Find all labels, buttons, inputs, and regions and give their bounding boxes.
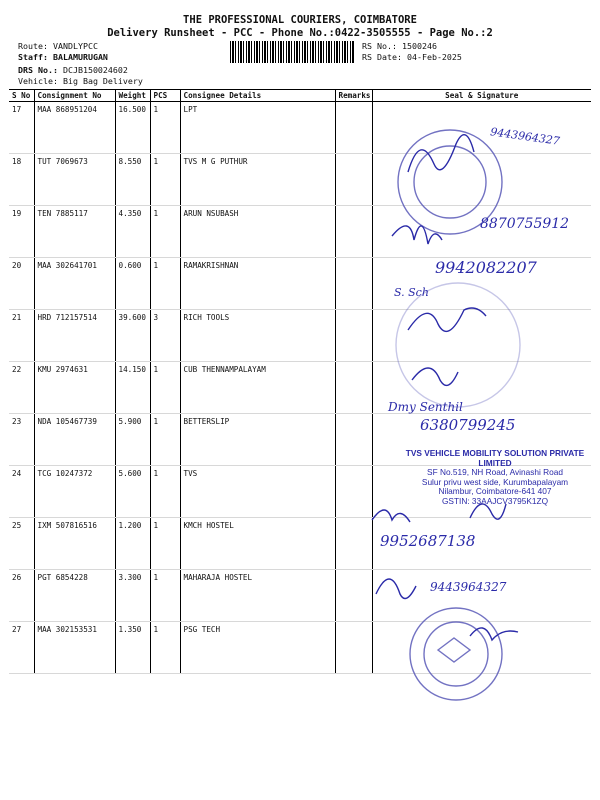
cell-weight: 5.600 <box>115 466 150 518</box>
cell-consignee: PSG TECH <box>180 622 335 674</box>
table-row <box>9 310 591 362</box>
cell-consignee: RICH TOOLS <box>180 310 335 362</box>
cell-remarks <box>335 622 372 674</box>
rs-no-value: 1500246 <box>401 41 437 51</box>
cell-remarks <box>335 310 372 362</box>
table-row <box>9 362 591 414</box>
rs-no-line <box>362 41 437 52</box>
runsheet-title: THE PROFESSIONAL COURIERS, COIMBATORE <box>183 14 417 26</box>
col-header-seal: Seal & Signature <box>372 90 591 102</box>
cell-weight: 4.350 <box>115 206 150 258</box>
cell-weight: 1.350 <box>115 622 150 674</box>
cell-pcs: 1 <box>150 466 180 518</box>
cell-consignment: TEN 7885117 <box>34 206 115 258</box>
col-header-remarks: Remarks <box>335 90 372 102</box>
cell-remarks <box>335 154 372 206</box>
staff-value: BALAMURUGAN <box>52 52 108 62</box>
route-label: Route: <box>18 41 48 51</box>
staff-label: Staff: <box>18 52 48 62</box>
cell-sno: 21 <box>9 310 34 362</box>
cell-consignment: MAA 302641701 <box>34 258 115 310</box>
cell-seal <box>372 310 591 362</box>
cell-remarks <box>335 414 372 466</box>
stamp-line1: TVS VEHICLE MOBILITY SOLUTION PRIVATE LIMITED <box>405 448 585 468</box>
cell-seal <box>372 622 591 674</box>
runsheet-subtitle: Delivery Runsheet - PCC - Phone No.:0422-3505555 - Page No.:2 <box>107 27 493 39</box>
cell-consignee: CUB THENNAMPALAYAM <box>180 362 335 414</box>
cell-consignee: BETTERSLIP <box>180 414 335 466</box>
vehicle-line <box>18 76 143 87</box>
col-header-weight: Weight <box>115 90 150 102</box>
cell-weight: 39.600 <box>115 310 150 362</box>
cell-consignment: TCG 10247372 <box>34 466 115 518</box>
cell-sno: 24 <box>9 466 34 518</box>
handwritten-phone6: 9443964327 <box>430 580 507 594</box>
rs-date-line <box>362 52 462 63</box>
cell-remarks <box>335 206 372 258</box>
handwritten-phone4: 6380799245 <box>420 416 516 434</box>
cell-remarks <box>335 102 372 154</box>
cell-pcs: 1 <box>150 102 180 154</box>
cell-pcs: 1 <box>150 258 180 310</box>
cell-consignee: ARUN NSUBASH <box>180 206 335 258</box>
table-row <box>9 518 591 570</box>
cell-pcs: 1 <box>150 414 180 466</box>
cell-pcs: 3 <box>150 310 180 362</box>
cell-consignee: KMCH HOSTEL <box>180 518 335 570</box>
cell-weight: 5.900 <box>115 414 150 466</box>
cell-pcs: 1 <box>150 206 180 258</box>
cell-remarks <box>335 518 372 570</box>
stamp-line3: Sulur privu west side, Kurumbapalayam <box>421 476 569 487</box>
table-row <box>9 622 591 674</box>
stamp-line4: Nilambur, Coimbatore-641 407 <box>438 486 552 497</box>
cell-pcs: 1 <box>150 570 180 622</box>
cell-consignee: TVS <box>180 466 335 518</box>
table-header-row <box>9 90 591 102</box>
col-header-sno: S No <box>9 90 34 102</box>
stamp-line2: SF No.519, NH Road, Avinashi Road <box>427 467 563 478</box>
handwritten-phone5: 9952687138 <box>380 532 476 550</box>
drs-value: DCJB150024602 <box>62 65 128 75</box>
cell-consignment: MAA 868951204 <box>34 102 115 154</box>
cell-weight: 16.500 <box>115 102 150 154</box>
handwritten-name2: Dmy Senthil <box>388 400 463 414</box>
cell-remarks <box>335 258 372 310</box>
stamp-line5: GSTIN: 33AAJCV3795K1ZQ <box>441 495 549 506</box>
cell-weight: 3.300 <box>115 570 150 622</box>
cell-consignment: MAA 302153531 <box>34 622 115 674</box>
cell-sno: 27 <box>9 622 34 674</box>
cell-remarks <box>335 570 372 622</box>
handwritten-phone2: 8870755912 <box>480 216 570 232</box>
rs-date-label: RS Date: <box>362 52 402 62</box>
barcode-image <box>230 41 355 63</box>
vehicle-label: Vehicle: <box>18 76 58 86</box>
cell-sno: 19 <box>9 206 34 258</box>
cell-sno: 22 <box>9 362 34 414</box>
drs-label: DRS No.: <box>18 65 58 75</box>
drs-line <box>18 65 128 76</box>
cell-pcs: 1 <box>150 518 180 570</box>
cell-sno: 25 <box>9 518 34 570</box>
cell-sno: 18 <box>9 154 34 206</box>
route-value: VANDLYPCC <box>52 41 98 51</box>
col-header-pcs: PCS <box>150 90 180 102</box>
staff-line <box>18 52 108 63</box>
company-stamp <box>395 449 595 507</box>
cell-weight: 8.550 <box>115 154 150 206</box>
cell-consignment: NDA 105467739 <box>34 414 115 466</box>
cell-seal <box>372 154 591 206</box>
cell-remarks <box>335 362 372 414</box>
cell-sno: 23 <box>9 414 34 466</box>
vehicle-value: Big Bag Delivery <box>62 76 143 86</box>
cell-consignment: TUT 7069673 <box>34 154 115 206</box>
cell-consignee: RAMAKRISHNAN <box>180 258 335 310</box>
handwritten-phone3: 9942082207 <box>435 258 537 277</box>
cell-consignment: IXM 507816516 <box>34 518 115 570</box>
cell-remarks <box>335 466 372 518</box>
cell-consignee: LPT <box>180 102 335 154</box>
cell-consignee: TVS M G PUTHUR <box>180 154 335 206</box>
cell-weight: 0.600 <box>115 258 150 310</box>
handwritten-phone1: 9443964327 <box>489 125 561 148</box>
cell-consignment: KMU 2974631 <box>34 362 115 414</box>
rs-no-label: RS No.: <box>362 41 397 51</box>
col-header-consignment: Consignment No <box>34 90 115 102</box>
cell-weight: 14.150 <box>115 362 150 414</box>
cell-weight: 1.200 <box>115 518 150 570</box>
rs-date-value: 04-Feb-2025 <box>406 52 462 62</box>
route-line <box>18 41 98 52</box>
cell-pcs: 1 <box>150 154 180 206</box>
col-header-consignee: Consignee Details <box>180 90 335 102</box>
cell-sno: 20 <box>9 258 34 310</box>
cell-seal <box>372 570 591 622</box>
table-row <box>9 154 591 206</box>
handwritten-name1: S. Sch <box>394 286 429 299</box>
cell-consignee: MAHARAJA HOSTEL <box>180 570 335 622</box>
cell-consignment: PGT 6854228 <box>34 570 115 622</box>
cell-consignment: HRD 712157514 <box>34 310 115 362</box>
table-row <box>9 570 591 622</box>
cell-sno: 26 <box>9 570 34 622</box>
cell-pcs: 1 <box>150 362 180 414</box>
cell-sno: 17 <box>9 102 34 154</box>
cell-pcs: 1 <box>150 622 180 674</box>
